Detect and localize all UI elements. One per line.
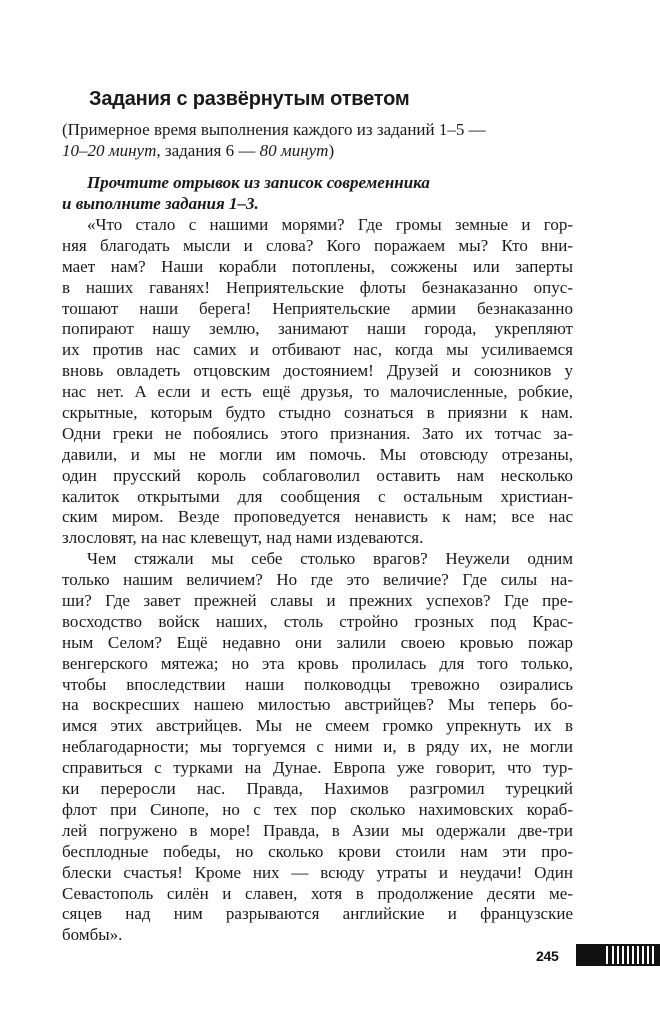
passage-line: только нашим величием? Но где это величие? Где силы на- (62, 570, 573, 590)
passage-line: «Что стало с нашими морями? Где громы земные и гор- (87, 215, 573, 234)
passage-line: ским миром. Везде проповедуется ненависть к нам; все нас (62, 507, 573, 527)
passage-line: тошают наши берега! Неприятельские армии безнаказанно (62, 298, 573, 318)
passage-line: лей погружено в море! Правда, в Азии мы одержали две-три (62, 820, 573, 840)
passage-line: ши? Где завет прежней славы и прежних успехов? Где пре- (62, 591, 573, 611)
task-instruction-line: Прочтите отрывок из записок современника (87, 173, 430, 192)
time-note-text: (Примерное время выполнения каждого из заданий 1–5 — (62, 120, 486, 139)
passage-line: имся этих австрийцев. Мы не смеем громко упрекнуть их в (62, 716, 573, 736)
passage-line: восходство войск наших, столь стройно грозных под Крас- (62, 611, 573, 631)
passage-line: нас нет. А если и есть ещё друзья, то малочисленные, робкие, (62, 382, 573, 402)
passage-line: венгерского мятежа; но эта кровь пролилась для того только, (62, 653, 573, 673)
time-note-text: , задания 6 — (156, 140, 260, 160)
passage-line: ным Селом? Ещё недавно они залили своею кровью пожар (62, 632, 573, 652)
passage-line: мает нам? Наши корабли потоплены, сожжены или заперты (62, 256, 573, 276)
passage-line: справиться с турками на Дунае. Европа уже говорит, что тур- (62, 758, 573, 778)
passage-line: злословят, на нас клевещут, над нами издеваются. (62, 528, 424, 548)
passage-line: Чем стяжали мы себе столько врагов? Неужели одним (87, 549, 573, 569)
decorative-barcode (576, 944, 660, 966)
passage-line: блески счастья! Кроме них — всюду утраты и неудачи! Один (62, 862, 573, 882)
section-heading: Задания с развёрнутым ответом (89, 88, 410, 110)
task-instruction-line: и выполните задания 1–3. (62, 193, 259, 213)
passage-line: флот при Синопе, но с тех пор сколько нахимовских кораб- (62, 799, 573, 819)
passage-line: чтобы впоследствии наши полководцы тревожно озирались (62, 674, 573, 694)
passage-line: бесплодные победы, но сколько крови стоили нам эти про- (62, 841, 573, 861)
passage-line: неблагодарности; мы торгуемся с ними и, в ряду их, не могли (62, 737, 573, 757)
page-number: 245 (536, 948, 559, 964)
passage-line: няя благодать мысли и слова? Кого поражаем мы? Кто вни- (62, 235, 573, 255)
passage-line: скрытные, которым будто стыдно сознаться в приязни к нам. (62, 403, 573, 423)
passage-line: калиток открытыми для сообщения с остальным христиан- (62, 486, 573, 506)
passage-line: давили, и мы не могли им помочь. Мы отовсюду отрезаны, (62, 444, 573, 464)
time-note (62, 120, 572, 162)
passage-line: Севастополь силён и славен, хотя в продолжение десяти ме- (62, 883, 573, 903)
passage-line: бомбы». (62, 925, 123, 945)
passage-line: Одни греки не побоялись этого признания. Зато их тотчас за- (62, 423, 573, 443)
passage (62, 215, 573, 946)
page-footer (536, 944, 660, 970)
passage-line: на воскресших нашею милостью австрийцев? Мы теперь бо- (62, 695, 573, 715)
time-note-text: ) (328, 140, 335, 160)
time-note-italic: 10–20 минут (62, 140, 157, 160)
passage-line: вновь овладеть отцовским достоянием! Друзей и союзников у (62, 361, 573, 381)
passage-line: сяцев над ним разрываются английские и французские (62, 904, 573, 924)
passage-line: попирают нашу землю, занимают наши города, укрепляют (62, 319, 573, 339)
passage-line: один прусский король соблаговолил оставить нам несколько (62, 465, 573, 485)
passage-line: в наших гаванях! Неприятельские флоты безнаказанно опус- (62, 277, 573, 297)
task-instruction (62, 173, 572, 215)
passage-line: ки переросли нас. Правда, Нахимов разгромил турецкий (62, 779, 573, 799)
passage-line: их против нас самих и отбивают нас, когда мы усиливаемся (62, 340, 573, 360)
time-note-italic: 80 минут (259, 140, 329, 160)
